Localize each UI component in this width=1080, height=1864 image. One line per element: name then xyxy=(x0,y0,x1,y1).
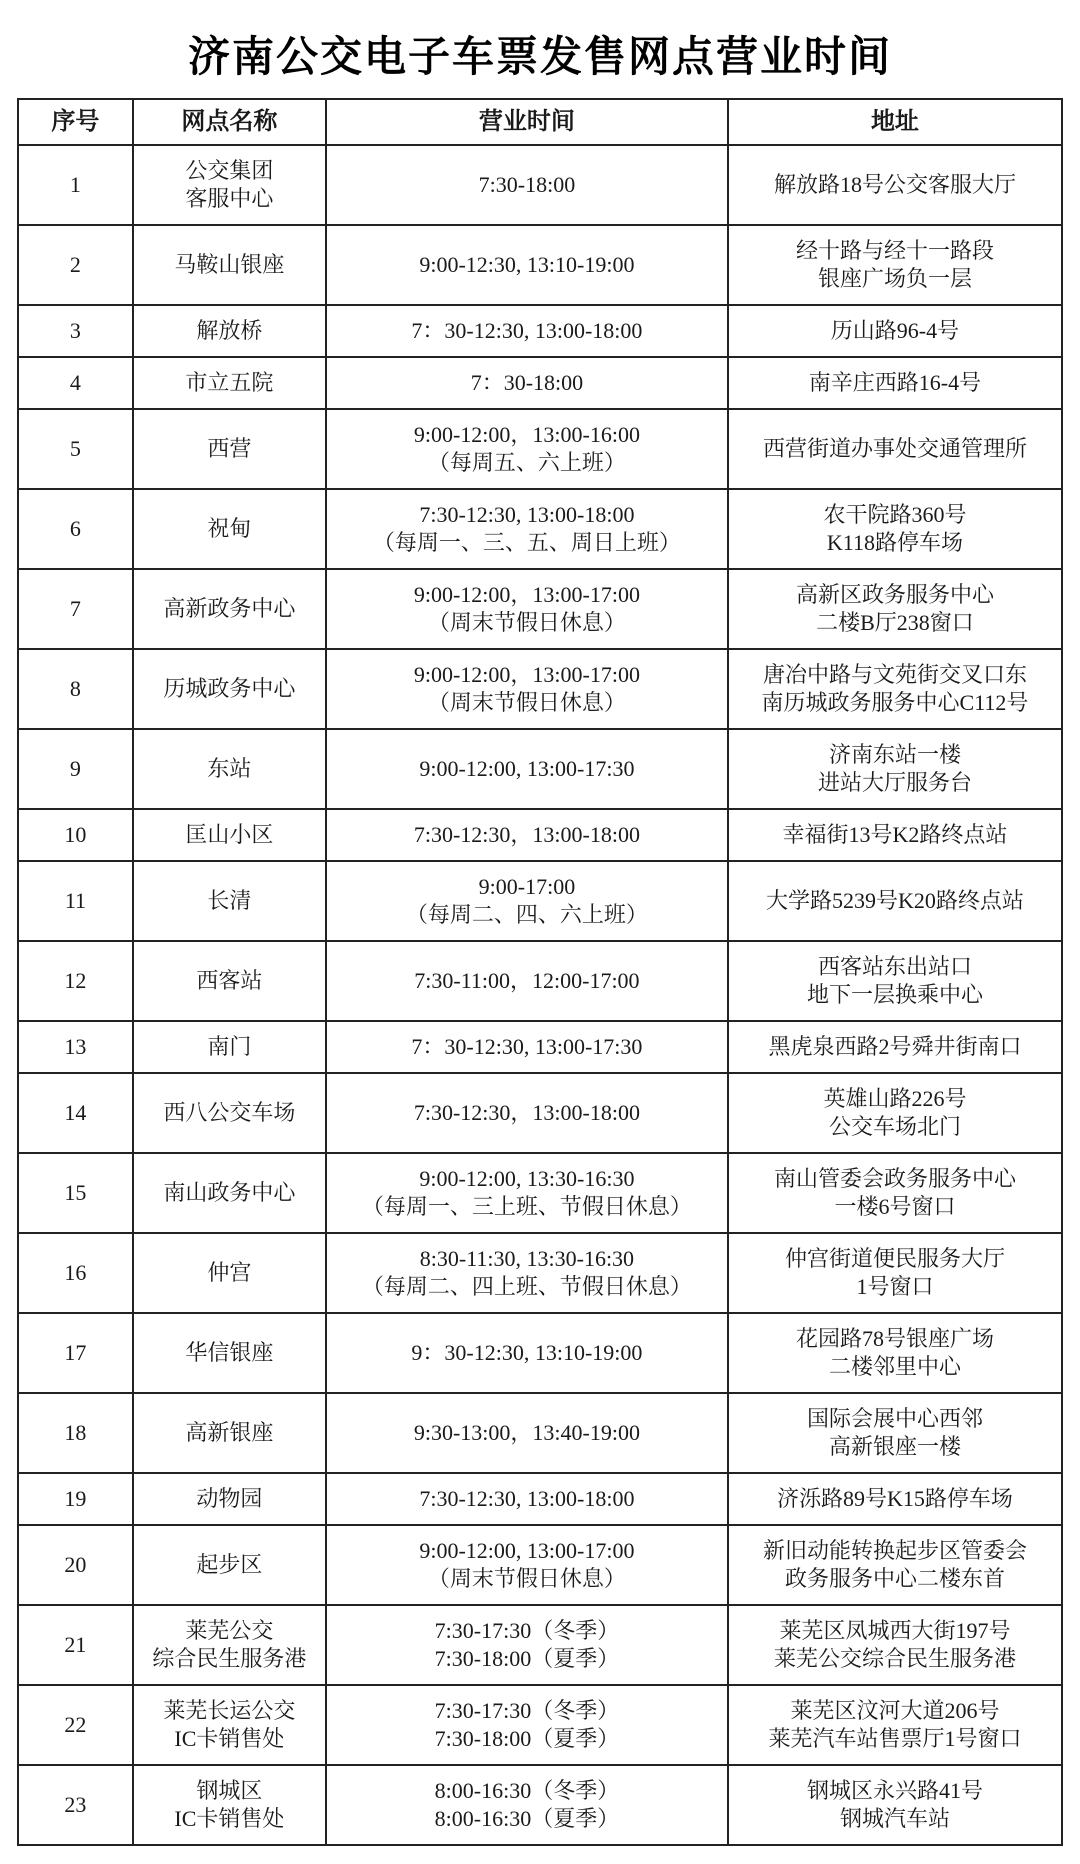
table-row xyxy=(18,409,1062,489)
cell-line: 莱芜区凤城西大街197号 xyxy=(779,1618,1011,1643)
address-cell xyxy=(728,1393,1062,1473)
cell-line: 银座广场负一层 xyxy=(817,266,972,291)
address-cell xyxy=(728,409,1062,489)
cell-line: （每周一、三上班、节假日休息） xyxy=(361,1194,692,1219)
table-row xyxy=(18,1153,1062,1233)
hours-cell xyxy=(326,1153,728,1233)
cell-line: 9:00-17:00 xyxy=(478,874,576,899)
cell-line: 7:30-12:30，13:00-18:00 xyxy=(413,1100,640,1125)
cell-line: 7:30-17:30（冬季） xyxy=(434,1698,620,1723)
cell-line: 8:30-11:30, 13:30-16:30 xyxy=(419,1246,635,1271)
cell-line: （周末节假日休息） xyxy=(427,1566,626,1591)
cell-line: 8:00-16:30（冬季） xyxy=(434,1778,620,1803)
cell-line: （每周五、六上班） xyxy=(427,450,626,475)
serial-cell: 23 xyxy=(18,1765,133,1845)
cell-line: 东站 xyxy=(207,756,252,781)
address-cell xyxy=(728,729,1062,809)
cell-line: 二楼邻里中心 xyxy=(828,1354,961,1379)
cell-line: 一楼6号窗口 xyxy=(834,1194,956,1219)
cell-line: 7:30-18:00（夏季） xyxy=(434,1726,620,1751)
serial-cell: 11 xyxy=(18,861,133,941)
outlet-name-cell xyxy=(133,357,326,409)
hours-cell xyxy=(326,1393,728,1473)
cell-line: 7：30-12:30, 13:00-18:00 xyxy=(411,318,643,343)
cell-line: 7:30-17:30（冬季） xyxy=(434,1618,620,1643)
outlet-name-cell xyxy=(133,409,326,489)
cell-line: 钢城区 xyxy=(196,1778,263,1803)
hours-cell xyxy=(326,1605,728,1685)
cell-line: 西客站东出站口 xyxy=(817,954,972,979)
cell-line: 匡山小区 xyxy=(185,822,274,847)
table-row xyxy=(18,1605,1062,1685)
hours-cell xyxy=(326,649,728,729)
table-row xyxy=(18,1313,1062,1393)
cell-line: 解放桥 xyxy=(196,318,263,343)
cell-line: 祝甸 xyxy=(207,516,252,541)
table-row xyxy=(18,225,1062,305)
address-cell xyxy=(728,1525,1062,1605)
cell-line: 公交集团 xyxy=(185,158,274,183)
outlet-name-cell xyxy=(133,1765,326,1845)
cell-line: 政务服务中心二楼东首 xyxy=(784,1566,1005,1591)
hours-cell xyxy=(326,1473,728,1525)
cell-line: 南山政务中心 xyxy=(163,1180,296,1205)
hours-cell xyxy=(326,1685,728,1765)
cell-line: 南辛庄西路16-4号 xyxy=(808,370,982,395)
table-row xyxy=(18,649,1062,729)
address-cell xyxy=(728,1233,1062,1313)
table-body xyxy=(18,145,1062,1845)
cell-line: 地下一层换乘中心 xyxy=(806,982,983,1007)
address-cell xyxy=(728,1605,1062,1685)
page-title: 济南公交电子车票发售网点营业时间 xyxy=(187,35,892,81)
cell-line: 仲宫 xyxy=(207,1260,252,1285)
serial-cell: 22 xyxy=(18,1685,133,1765)
cell-line: IC卡销售处 xyxy=(174,1806,285,1831)
outlet-name-cell xyxy=(133,1021,326,1073)
cell-line: 大学路5239号K20路终点站 xyxy=(766,888,1024,913)
outlet-name-cell xyxy=(133,145,326,225)
cell-line: 7：30-12:30, 13:00-17:30 xyxy=(411,1034,643,1059)
cell-line: 莱芜长运公交 xyxy=(163,1698,296,1723)
cell-line: 经十路与经十一路段 xyxy=(795,238,994,263)
table-row xyxy=(18,569,1062,649)
outlet-name-cell xyxy=(133,649,326,729)
address-cell xyxy=(728,1313,1062,1393)
address-cell xyxy=(728,1021,1062,1073)
cell-line: 二楼B厅238窗口 xyxy=(816,610,974,635)
serial-cell: 4 xyxy=(18,357,133,409)
serial-cell: 3 xyxy=(18,305,133,357)
cell-line: 农干院路360号 xyxy=(823,502,967,527)
cell-line: 南山管委会政务服务中心 xyxy=(773,1166,1016,1191)
address-cell xyxy=(728,569,1062,649)
cell-line: 新旧动能转换起步区管委会 xyxy=(762,1538,1027,1563)
outlet-name-cell xyxy=(133,1685,326,1765)
serial-cell: 9 xyxy=(18,729,133,809)
cell-line: 南门 xyxy=(207,1034,252,1059)
cell-line: 1号窗口 xyxy=(856,1274,934,1299)
cell-line: （每周二、四上班、节假日休息） xyxy=(361,1274,692,1299)
serial-cell: 13 xyxy=(18,1021,133,1073)
table-row xyxy=(18,145,1062,225)
outlet-name-cell xyxy=(133,569,326,649)
table-row xyxy=(18,1525,1062,1605)
cell-line: 西营街道办事处交通管理所 xyxy=(762,436,1027,461)
hours-cell xyxy=(326,1525,728,1605)
table-row xyxy=(18,1765,1062,1845)
hours-cell xyxy=(326,809,728,861)
table-row xyxy=(18,1233,1062,1313)
cell-line: 9:00-12:00，13:00-16:00 xyxy=(413,422,640,447)
cell-line: 莱芜公交综合民生服务港 xyxy=(773,1646,1016,1671)
hours-cell xyxy=(326,569,728,649)
outlet-name-cell xyxy=(133,809,326,861)
cell-line: 西营 xyxy=(207,436,252,461)
cell-line: 解放路18号公交客服大厅 xyxy=(773,172,1016,197)
cell-line: 进站大厅服务台 xyxy=(817,770,972,795)
table-row xyxy=(18,1393,1062,1473)
hours-cell xyxy=(326,941,728,1021)
address-cell xyxy=(728,145,1062,225)
cell-line: 华信银座 xyxy=(185,1340,274,1365)
address-cell xyxy=(728,1473,1062,1525)
table-row xyxy=(18,1473,1062,1525)
cell-line: 9:00-12:30, 13:10-19:00 xyxy=(419,252,635,277)
address-cell xyxy=(728,809,1062,861)
hours-cell xyxy=(326,1313,728,1393)
cell-line: 高新银座 xyxy=(185,1420,274,1445)
address-cell xyxy=(728,225,1062,305)
outlet-name-cell xyxy=(133,225,326,305)
cell-line: 唐冶中路与文苑街交叉口东 xyxy=(762,662,1027,687)
cell-line: 历城政务中心 xyxy=(163,676,296,701)
address-cell xyxy=(728,1765,1062,1845)
serial-cell: 10 xyxy=(18,809,133,861)
cell-line: 起步区 xyxy=(196,1552,263,1577)
cell-line: 黑虎泉西路2号舜井街南口 xyxy=(768,1034,1022,1059)
cell-line: 济南东站一楼 xyxy=(828,742,961,767)
cell-line: IC卡销售处 xyxy=(174,1726,285,1751)
table-row xyxy=(18,941,1062,1021)
cell-line: 7：30-18:00 xyxy=(470,370,584,395)
column-header-address: 地址 xyxy=(728,99,1062,145)
cell-line: 高新银座一楼 xyxy=(828,1434,961,1459)
cell-line: K118路停车场 xyxy=(826,530,963,555)
cell-line: 莱芜公交 xyxy=(185,1618,274,1643)
cell-line: 高新政务中心 xyxy=(163,596,296,621)
column-header-serial: 序号 xyxy=(18,99,133,145)
outlet-name-cell xyxy=(133,1073,326,1153)
table-row xyxy=(18,861,1062,941)
cell-line: （周末节假日休息） xyxy=(427,610,626,635)
cell-line: 7:30-18:00（夏季） xyxy=(434,1646,620,1671)
table-header xyxy=(18,99,1062,145)
table-row xyxy=(18,1685,1062,1765)
hours-cell xyxy=(326,1073,728,1153)
serial-cell: 8 xyxy=(18,649,133,729)
outlet-name-cell xyxy=(133,1233,326,1313)
hours-cell xyxy=(326,225,728,305)
cell-line: 西八公交车场 xyxy=(163,1100,296,1125)
cell-line: 济泺路89号K15路停车场 xyxy=(777,1486,1013,1511)
serial-cell: 5 xyxy=(18,409,133,489)
column-header-outlet: 网点名称 xyxy=(133,99,326,145)
cell-line: 7:30-12:30, 13:00-18:00 xyxy=(419,1486,635,1511)
cell-line: 国际会展中心西邻 xyxy=(806,1406,983,1431)
cell-line: 高新区政务服务中心 xyxy=(795,582,994,607)
table-row xyxy=(18,489,1062,569)
header-row xyxy=(18,99,1062,145)
outlet-name-cell xyxy=(133,1473,326,1525)
serial-cell: 6 xyxy=(18,489,133,569)
serial-cell: 1 xyxy=(18,145,133,225)
outlet-name-cell xyxy=(133,861,326,941)
cell-line: 仲宫街道便民服务大厅 xyxy=(784,1246,1005,1271)
address-cell xyxy=(728,1153,1062,1233)
hours-cell xyxy=(326,145,728,225)
table-row xyxy=(18,357,1062,409)
cell-line: （周末节假日休息） xyxy=(427,690,626,715)
cell-line: 9:00-12:00，13:00-17:00 xyxy=(413,662,640,687)
table-row xyxy=(18,1021,1062,1073)
cell-line: 马鞍山银座 xyxy=(174,252,285,277)
serial-cell: 20 xyxy=(18,1525,133,1605)
serial-cell: 12 xyxy=(18,941,133,1021)
serial-cell: 16 xyxy=(18,1233,133,1313)
cell-line: 7:30-11:00，12:00-17:00 xyxy=(414,968,640,993)
serial-cell: 14 xyxy=(18,1073,133,1153)
serial-cell: 21 xyxy=(18,1605,133,1685)
cell-line: 7:30-12:30，13:00-18:00 xyxy=(413,822,640,847)
cell-line: 9:00-12:00，13:00-17:00 xyxy=(413,582,640,607)
cell-line: 南历城政务服务中心C112号 xyxy=(761,690,1029,715)
serial-cell: 18 xyxy=(18,1393,133,1473)
table-row xyxy=(18,305,1062,357)
hours-cell xyxy=(326,409,728,489)
address-cell xyxy=(728,941,1062,1021)
hours-cell xyxy=(326,1765,728,1845)
cell-line: （每周一、三、五、周日上班） xyxy=(372,530,681,555)
cell-line: 莱芜区汶河大道206号 xyxy=(790,1698,1000,1723)
cell-line: 动物园 xyxy=(196,1486,263,1511)
address-cell xyxy=(728,1073,1062,1153)
cell-line: 花园路78号银座广场 xyxy=(795,1326,994,1351)
cell-line: 9：30-12:30, 13:10-19:00 xyxy=(411,1340,643,1365)
cell-line: 综合民生服务港 xyxy=(152,1646,307,1671)
cell-line: 莱芜汽车站售票厅1号窗口 xyxy=(768,1726,1022,1751)
serial-cell: 15 xyxy=(18,1153,133,1233)
column-header-hours: 营业时间 xyxy=(326,99,728,145)
cell-line: 幸福街13号K2路终点站 xyxy=(782,822,1008,847)
hours-cell xyxy=(326,729,728,809)
cell-line: 9:00-12:00, 13:30-16:30 xyxy=(419,1166,635,1191)
business-hours-table xyxy=(17,98,1063,1846)
cell-line: 长清 xyxy=(207,888,252,913)
hours-cell xyxy=(326,489,728,569)
hours-cell xyxy=(326,1021,728,1073)
serial-cell: 19 xyxy=(18,1473,133,1525)
outlet-name-cell xyxy=(133,489,326,569)
address-cell xyxy=(728,357,1062,409)
address-cell xyxy=(728,489,1062,569)
cell-line: 钢城汽车站 xyxy=(839,1806,950,1831)
serial-cell: 2 xyxy=(18,225,133,305)
cell-line: 9:30-13:00，13:40-19:00 xyxy=(413,1420,640,1445)
cell-line: （每周二、四、六上班） xyxy=(405,902,648,927)
table-row xyxy=(18,809,1062,861)
hours-cell xyxy=(326,305,728,357)
address-cell xyxy=(728,305,1062,357)
outlet-name-cell xyxy=(133,1153,326,1233)
cell-line: 9:00-12:00, 13:00-17:00 xyxy=(419,1538,635,1563)
outlet-name-cell xyxy=(133,1525,326,1605)
cell-line: 钢城区永兴路41号 xyxy=(806,1778,983,1803)
hours-cell xyxy=(326,861,728,941)
outlet-name-cell xyxy=(133,305,326,357)
outlet-name-cell xyxy=(133,1313,326,1393)
outlet-name-cell xyxy=(133,941,326,1021)
cell-line: 市立五院 xyxy=(185,370,274,395)
serial-cell: 17 xyxy=(18,1313,133,1393)
address-cell xyxy=(728,1685,1062,1765)
cell-line: 公交车场北门 xyxy=(828,1114,961,1139)
serial-cell: 7 xyxy=(18,569,133,649)
address-cell xyxy=(728,861,1062,941)
cell-line: 英雄山路226号 xyxy=(823,1086,967,1111)
hours-cell xyxy=(326,1233,728,1313)
cell-line: 7:30-12:30, 13:00-18:00 xyxy=(419,502,635,527)
cell-line: 西客站 xyxy=(196,968,263,993)
cell-line: 8:00-16:30（夏季） xyxy=(434,1806,620,1831)
hours-cell xyxy=(326,357,728,409)
cell-line: 7:30-18:00 xyxy=(478,172,576,197)
cell-line: 客服中心 xyxy=(185,186,274,211)
table-row xyxy=(18,729,1062,809)
outlet-name-cell xyxy=(133,1393,326,1473)
outlet-name-cell xyxy=(133,729,326,809)
outlet-name-cell xyxy=(133,1605,326,1685)
cell-line: 9:00-12:00, 13:00-17:30 xyxy=(419,756,635,781)
table-row xyxy=(18,1073,1062,1153)
address-cell xyxy=(728,649,1062,729)
cell-line: 历山路96-4号 xyxy=(830,318,960,343)
